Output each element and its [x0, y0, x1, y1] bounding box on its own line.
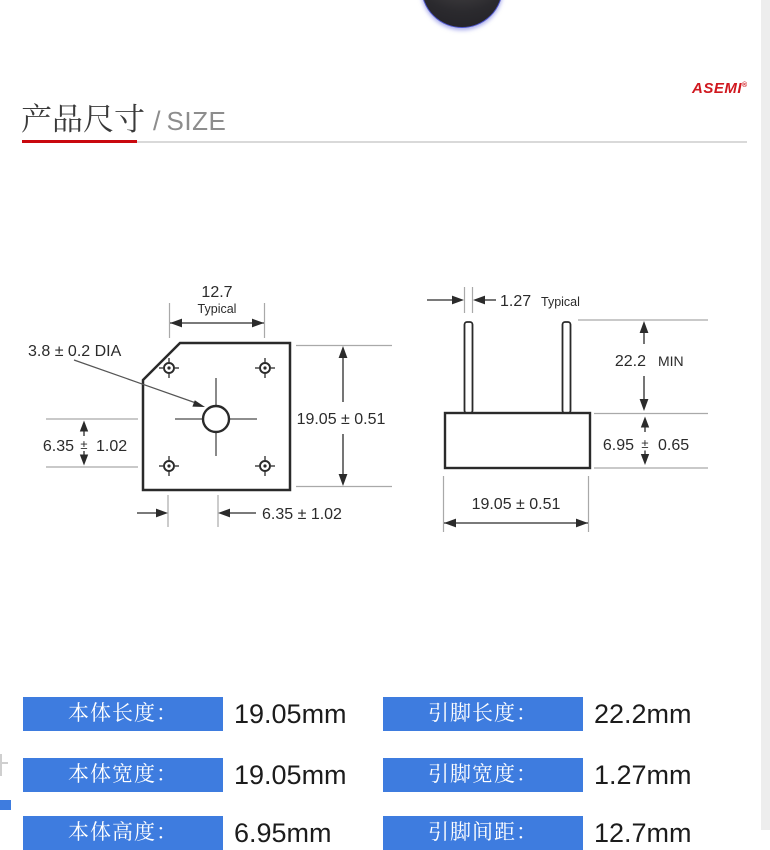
front-view: [28, 284, 392, 527]
section-divider-accent: [22, 140, 137, 143]
side-body-outline: [445, 413, 590, 468]
spec-label: 本体高度：: [23, 816, 223, 850]
brand-logo: [692, 80, 748, 97]
spec-label: 引脚宽度：: [383, 758, 583, 792]
front-pin-pitch-value: 12.7: [201, 284, 233, 301]
side-view: [427, 287, 708, 532]
front-half-pitch-bottom-label: 6.35 ± 1.02: [262, 506, 342, 523]
front-half-pitch-bottom-dimension: [137, 495, 342, 527]
front-body-height-label: 19.05 ± 0.51: [296, 411, 386, 428]
front-half-pitch-left-dimension: [43, 419, 138, 467]
side-pin-left: [465, 322, 473, 413]
spec-row: [23, 816, 332, 850]
spec-label: 本体长度：: [23, 697, 223, 731]
spec-row: [383, 816, 692, 850]
spec-value: 12.7mm: [594, 818, 692, 848]
spec-value: 1.27mm: [594, 760, 692, 790]
spec-row: [23, 697, 347, 731]
registered-mark: ®: [742, 82, 748, 89]
left-edge-widget-fragment: [0, 754, 2, 776]
spec-label: 引脚间距：: [383, 816, 583, 850]
section-title-separator: /: [153, 106, 161, 136]
side-pin-length-note: MIN: [658, 353, 684, 369]
side-pin-width-note: Typical: [541, 295, 580, 309]
front-body-height-dimension: [296, 346, 392, 487]
spec-value: 19.05mm: [234, 760, 347, 790]
side-body-thickness-value: 6.95: [602, 437, 634, 454]
hole-diameter-label: 3.8 ± 0.2 DIA: [28, 343, 122, 360]
section-divider: [22, 141, 747, 143]
brand-logo-text: ASEMI: [692, 80, 743, 97]
left-edge-widget-fragment: [0, 800, 11, 810]
section-title-en: SIZE: [166, 106, 227, 136]
side-pin-width-value: 1.27: [500, 293, 532, 310]
side-body-thickness-pm: ±: [641, 436, 649, 451]
spec-value: 6.95mm: [234, 818, 332, 848]
front-pin-pitch-note: Typical: [197, 302, 237, 316]
front-pin-pitch-dimension: [170, 284, 265, 338]
side-body-thickness-tol: 0.65: [658, 437, 690, 454]
mounting-hole: [203, 406, 229, 432]
side-pin-width-dimension: [427, 287, 580, 313]
side-pin-length-value: 22.2: [614, 353, 646, 370]
spec-label: 本体宽度：: [23, 758, 223, 792]
side-pin-length-dimension: [578, 320, 708, 411]
spec-row: [23, 758, 347, 792]
front-half-pitch-left-value: 6.35: [42, 438, 74, 455]
spec-label: 引脚长度：: [383, 697, 583, 731]
spec-value: 22.2mm: [594, 699, 692, 729]
section-title: [21, 94, 226, 139]
side-body-width-dimension: [444, 476, 589, 532]
side-body-width-label: 19.05 ± 0.51: [471, 496, 561, 513]
side-body-thickness-dimension: [594, 414, 708, 469]
dimension-drawing: [0, 268, 770, 568]
spec-row: [383, 758, 692, 792]
product-photo-fragment: [421, 0, 503, 28]
front-half-pitch-left-pm: ±: [80, 437, 88, 452]
side-pin-right: [563, 322, 571, 413]
spec-row: [383, 697, 692, 731]
front-half-pitch-left-tol: 1.02: [96, 438, 128, 455]
spec-value: 19.05mm: [234, 699, 347, 729]
section-title-cn: 产品尺寸: [21, 102, 145, 137]
